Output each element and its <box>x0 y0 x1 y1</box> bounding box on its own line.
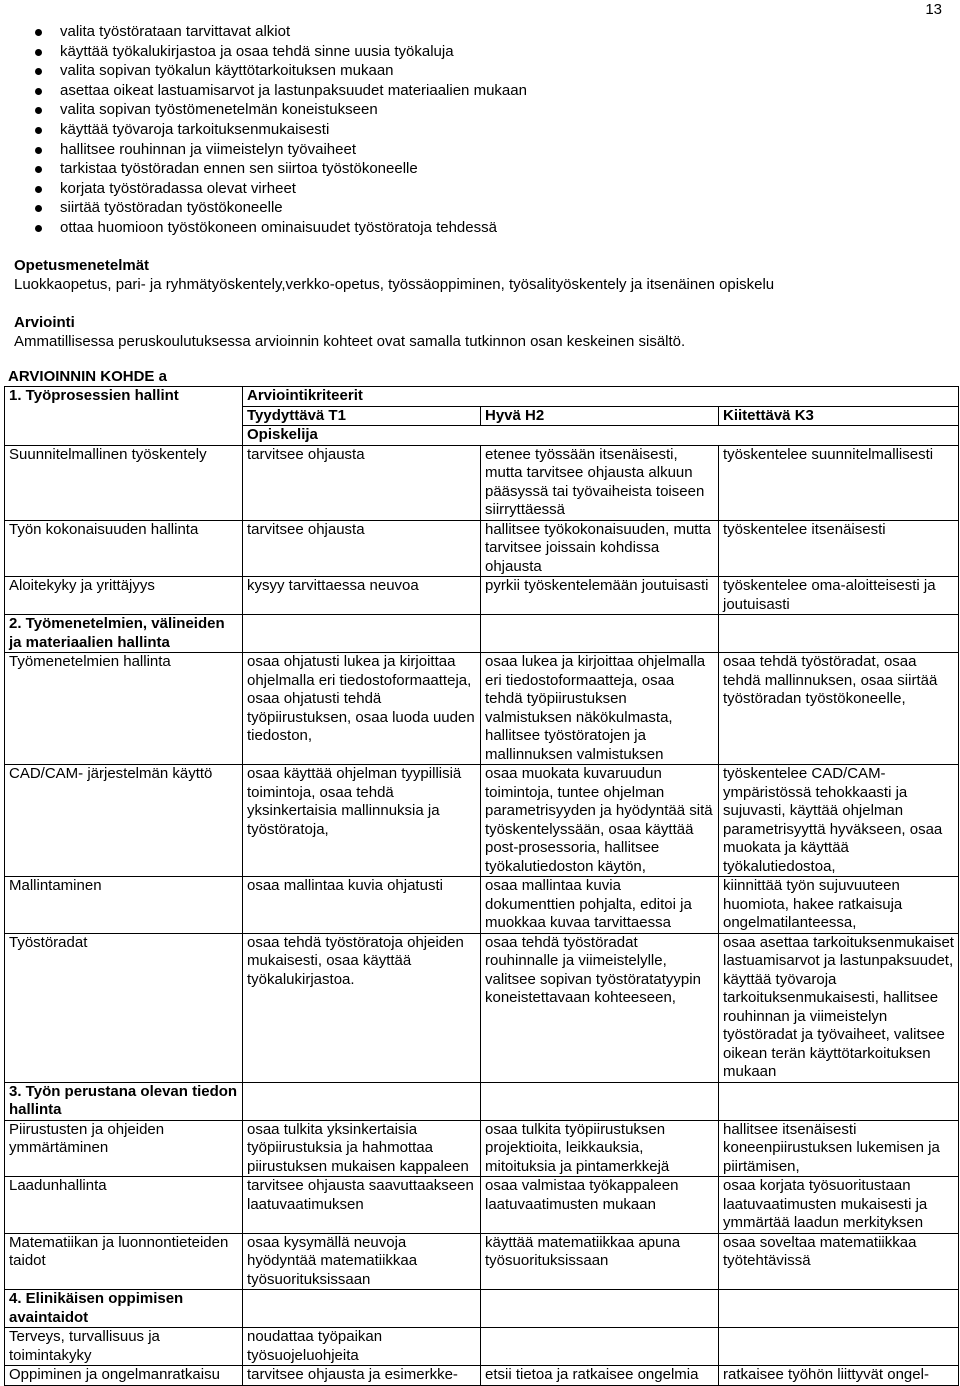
learning-goal-item <box>32 120 912 140</box>
level-k3-text-cell: työskentelee itsenäisesti <box>719 520 959 577</box>
section-row <box>5 615 959 653</box>
level-k3-cell: Kiitettävä K3 <box>719 406 959 426</box>
level-h2-text-cell: osaa lukea ja kirjoittaa ohjelmalla eri tiedostoformaatteja, osaa tehdä työpiirustuksen valmistuksen näkökulmasta, hallitsee työstöratojen ja mallinnuksen valmistuksen <box>481 653 719 765</box>
learning-goal-text: käyttää työvaroja tarkoituksenmukaisesti <box>60 120 330 138</box>
level-t1-text-cell: osaa käyttää ohjelman tyypillisiä toimintoja, osaa tehdä yksinkertaisia mallinnuksia ja työstöratoja, <box>243 765 481 877</box>
bullet-icon <box>35 166 42 173</box>
page-number: 13 <box>925 1 942 18</box>
criterion-cell: Työn kokonaisuuden hallinta <box>5 520 243 577</box>
level-k3-text-cell: työskentelee CAD/CAM- ympäristössä tehokkaasti ja sujuvasti, käyttää ohjelman parametrisyyttä hyväkseen, osaa muokata ja käyttää työkalutiedostoa, <box>719 765 959 877</box>
bullet-icon <box>35 127 42 134</box>
table-row <box>5 445 959 520</box>
table-header-row <box>5 387 959 407</box>
level-t1-cell: Tyydyttävä T1 <box>243 406 481 426</box>
section-title-cell: 3. Työn perustana olevan tiedon hallinta <box>5 1082 243 1120</box>
level-t1-text-cell: kysyy tarvittaessa neuvoa <box>243 577 481 615</box>
table-row <box>5 1177 959 1234</box>
learning-goal-text: ottaa huomioon työstökoneen ominaisuudet työstöratoja tehdessä <box>60 218 497 236</box>
criterion-cell: Terveys, turvallisuus ja toimintakyky <box>5 1328 243 1366</box>
student-label-cell: Opiskelija <box>243 426 959 446</box>
assessment-criteria-table <box>4 386 959 1386</box>
section-title-cell: 4. Elinikäisen oppimisen avaintaidot <box>5 1290 243 1328</box>
level-t1-text-cell: osaa tehdä työstöratoja ohjeiden mukaisesti, osaa käyttää työkalukirjastoa. <box>243 933 481 1082</box>
learning-goal-item <box>32 42 912 62</box>
learning-goals-list <box>32 22 912 238</box>
level-h2-text-cell: osaa mallintaa kuvia dokumenttien pohjalta, editoi ja muokkaa kuvaa tarvittaessa <box>481 877 719 934</box>
table-row <box>5 1120 959 1177</box>
level-h2-text-cell: osaa tulkita työpiirustuksen projektioita, leikkauksia, mitoituksia ja pintamerkkejä <box>481 1120 719 1177</box>
learning-goal-item <box>32 198 912 218</box>
bullet-icon <box>35 147 42 154</box>
learning-goal-text: asettaa oikeat lastuamisarvot ja lastunpaksuudet materiaalien mukaan <box>60 81 527 99</box>
learning-goal-item <box>32 100 912 120</box>
learning-goal-text: käyttää työkalukirjastoa ja osaa tehdä sinne uusia työkaluja <box>60 42 454 60</box>
empty-cell <box>243 1082 481 1120</box>
learning-goal-text: hallitsee rouhinnan ja viimeistelyn työvaiheet <box>60 140 357 158</box>
level-h2-cell: Hyvä H2 <box>481 406 719 426</box>
level-h2-text-cell <box>481 1328 719 1366</box>
criterion-cell: Työstöradat <box>5 933 243 1082</box>
criteria-label-cell: Arviointikriteerit <box>243 387 959 407</box>
empty-cell <box>481 1290 719 1328</box>
level-t1-text-cell: osaa tulkita yksinkertaisia työpiirustuksia ja hahmottaa piirustuksen mukaisen kappaleen <box>243 1120 481 1177</box>
level-h2-text-cell: osaa tehdä työstöradat rouhinnalle ja viimeistelylle, valitsee sopivan työstöratatyypin koneistettavaan kohteeseen, <box>481 933 719 1082</box>
level-h2-text-cell: etsii tietoa ja ratkaisee ongelmia <box>481 1366 719 1386</box>
learning-goal-text: korjata työstöradassa olevat virheet <box>60 179 296 197</box>
level-t1-text-cell: tarvitsee ohjausta ja esimerkke- <box>243 1366 481 1386</box>
bullet-icon <box>35 49 42 56</box>
learning-goal-item <box>32 179 912 199</box>
level-t1-text-cell: tarvitsee ohjausta <box>243 445 481 520</box>
table-row <box>5 1366 959 1386</box>
learning-goal-item <box>32 140 912 160</box>
criterion-cell: Laadunhallinta <box>5 1177 243 1234</box>
level-k3-text-cell: työskentelee suunnitelmallisesti <box>719 445 959 520</box>
level-k3-text-cell: kiinnittää työn sujuvuuteen huomiota, hakee ratkaisuja ongelmatilanteessa, <box>719 877 959 934</box>
level-k3-text-cell: hallitsee itsenäisesti koneenpiirustuksen lukemisen ja piirtämisen, <box>719 1120 959 1177</box>
assessment-section <box>14 313 944 351</box>
level-k3-text-cell: osaa korjata työsuoritustaan laatuvaatimusten mukaisesti ja ymmärtää laadun merkityksen <box>719 1177 959 1234</box>
table-row <box>5 765 959 877</box>
level-t1-text-cell: osaa ohjatusti lukea ja kirjoittaa ohjelmalla eri tiedostoformaatteja, osaa ohjatusti tehdä työpiirustuksen, osaa luoda uuden tiedoston, <box>243 653 481 765</box>
empty-cell <box>719 615 959 653</box>
level-k3-text-cell: ratkaisee työhön liittyvät ongel- <box>719 1366 959 1386</box>
learning-goal-item <box>32 61 912 81</box>
bullet-icon <box>35 186 42 193</box>
empty-cell <box>719 1082 959 1120</box>
level-h2-text-cell: osaa muokata kuvaruudun toimintoja, tuntee ohjelman parametrisyyden ja hyödyntää sitä työskentelyssään, osaa käyttää post-prosessoria, hallitsee työkalutiedoston käytön, <box>481 765 719 877</box>
level-t1-text-cell: osaa mallintaa kuvia ohjatusti <box>243 877 481 934</box>
level-h2-text-cell: hallitsee työkokonaisuuden, mutta tarvitsee joissain kohdissa ohjausta <box>481 520 719 577</box>
empty-cell <box>243 615 481 653</box>
learning-goal-item <box>32 81 912 101</box>
level-k3-text-cell: osaa tehdä työstöradat, osaa tehdä mallinnuksen, osaa siirtää työstöradan työstökoneelle, <box>719 653 959 765</box>
table-row <box>5 1233 959 1290</box>
empty-cell <box>719 1290 959 1328</box>
level-h2-text-cell: pyrkii työskentelemään joutuisasti <box>481 577 719 615</box>
bullet-icon <box>35 68 42 75</box>
teaching-methods-section <box>14 256 944 294</box>
criterion-cell: Suunnitelmallinen työskentely <box>5 445 243 520</box>
learning-goal-text: valita sopivan työstömenetelmän koneistukseen <box>60 101 378 119</box>
section-row <box>5 1082 959 1120</box>
assessment-text: Ammatillisessa peruskoulutuksessa arvioinnin kohteet ovat samalla tutkinnon osan keskeinen sisältö. <box>14 333 686 350</box>
table-row <box>5 577 959 615</box>
level-t1-text-cell: tarvitsee ohjausta saavuttaakseen laatuvaatimuksen <box>243 1177 481 1234</box>
assessment-target-title: ARVIOINNIN KOHDE a <box>8 368 167 385</box>
learning-goal-item <box>32 22 912 42</box>
learning-goal-text: tarkistaa työstöradan ennen sen siirtoa työstökoneelle <box>60 160 418 178</box>
table-row <box>5 1328 959 1366</box>
bullet-icon <box>35 29 42 36</box>
bullet-icon <box>35 205 42 212</box>
criterion-cell: Mallintaminen <box>5 877 243 934</box>
empty-cell <box>481 1082 719 1120</box>
level-h2-text-cell: käyttää matematiikkaa apuna työsuorituksissaan <box>481 1233 719 1290</box>
section-title-cell: 1. Työprosessien hallint <box>5 387 243 446</box>
level-h2-text-cell: etenee työssään itsenäisesti, mutta tarvitsee ohjausta alkuun pääsyssä tai työvaiheista toiseen siirryttäessä <box>481 445 719 520</box>
learning-goal-text: valita sopivan työkalun käyttötarkoituksen mukaan <box>60 62 394 80</box>
criterion-cell: Työmenetelmien hallinta <box>5 653 243 765</box>
assessment-heading: Arviointi <box>14 314 75 331</box>
criterion-cell: Piirustusten ja ohjeiden ymmärtäminen <box>5 1120 243 1177</box>
learning-goal-text: valita työstörataan tarvittavat alkiot <box>60 23 291 40</box>
section-title-cell: 2. Työmenetelmien, välineiden ja materiaalien hallinta <box>5 615 243 653</box>
learning-goal-item <box>32 159 912 179</box>
bullet-icon <box>35 225 42 232</box>
learning-goal-item <box>32 218 912 238</box>
table-row <box>5 877 959 934</box>
teaching-methods-text: Luokkaopetus, pari- ja ryhmätyöskentely,verkko-opetus, työssäoppiminen, työsalityöskentely ja itsenäinen opiskelu <box>14 276 775 293</box>
level-t1-text-cell: tarvitsee ohjausta <box>243 520 481 577</box>
criterion-cell: Aloitekyky ja yrittäjyys <box>5 577 243 615</box>
learning-goal-text: siirtää työstöradan työstökoneelle <box>60 199 283 217</box>
table-row <box>5 653 959 765</box>
table-row <box>5 520 959 577</box>
bullet-icon <box>35 107 42 114</box>
level-k3-text-cell: osaa asettaa tarkoituksenmukaiset lastuamisarvot ja lastunpaksuudet, käyttää työvaroja tarkoituksenmukaisesti, hallitsee rouhinnan ja viimeistelyn työstöradat ja työvaiheet, valitsee oikean terän käyttötarkoituksen mukaan <box>719 933 959 1082</box>
level-h2-text-cell: osaa valmistaa työkappaleen laatuvaatimusten mukaan <box>481 1177 719 1234</box>
empty-cell <box>481 615 719 653</box>
level-k3-text-cell <box>719 1328 959 1366</box>
bullet-icon <box>35 88 42 95</box>
empty-cell <box>243 1290 481 1328</box>
level-k3-text-cell: työskentelee oma-aloitteisesti ja joutuisasti <box>719 577 959 615</box>
table-row <box>5 933 959 1082</box>
section-row <box>5 1290 959 1328</box>
level-t1-text-cell: osaa kysymällä neuvoja hyödyntää matematiikkaa työsuorituksissaan <box>243 1233 481 1290</box>
criterion-cell: Oppiminen ja ongelmanratkaisu <box>5 1366 243 1386</box>
criterion-cell: Matematiikan ja luonnontieteiden taidot <box>5 1233 243 1290</box>
level-k3-text-cell: osaa soveltaa matematiikkaa työtehtävissä <box>719 1233 959 1290</box>
level-t1-text-cell: noudattaa työpaikan työsuojeluohjeita <box>243 1328 481 1366</box>
criterion-cell: CAD/CAM- järjestelmän käyttö <box>5 765 243 877</box>
teaching-methods-heading: Opetusmenetelmät <box>14 257 150 274</box>
